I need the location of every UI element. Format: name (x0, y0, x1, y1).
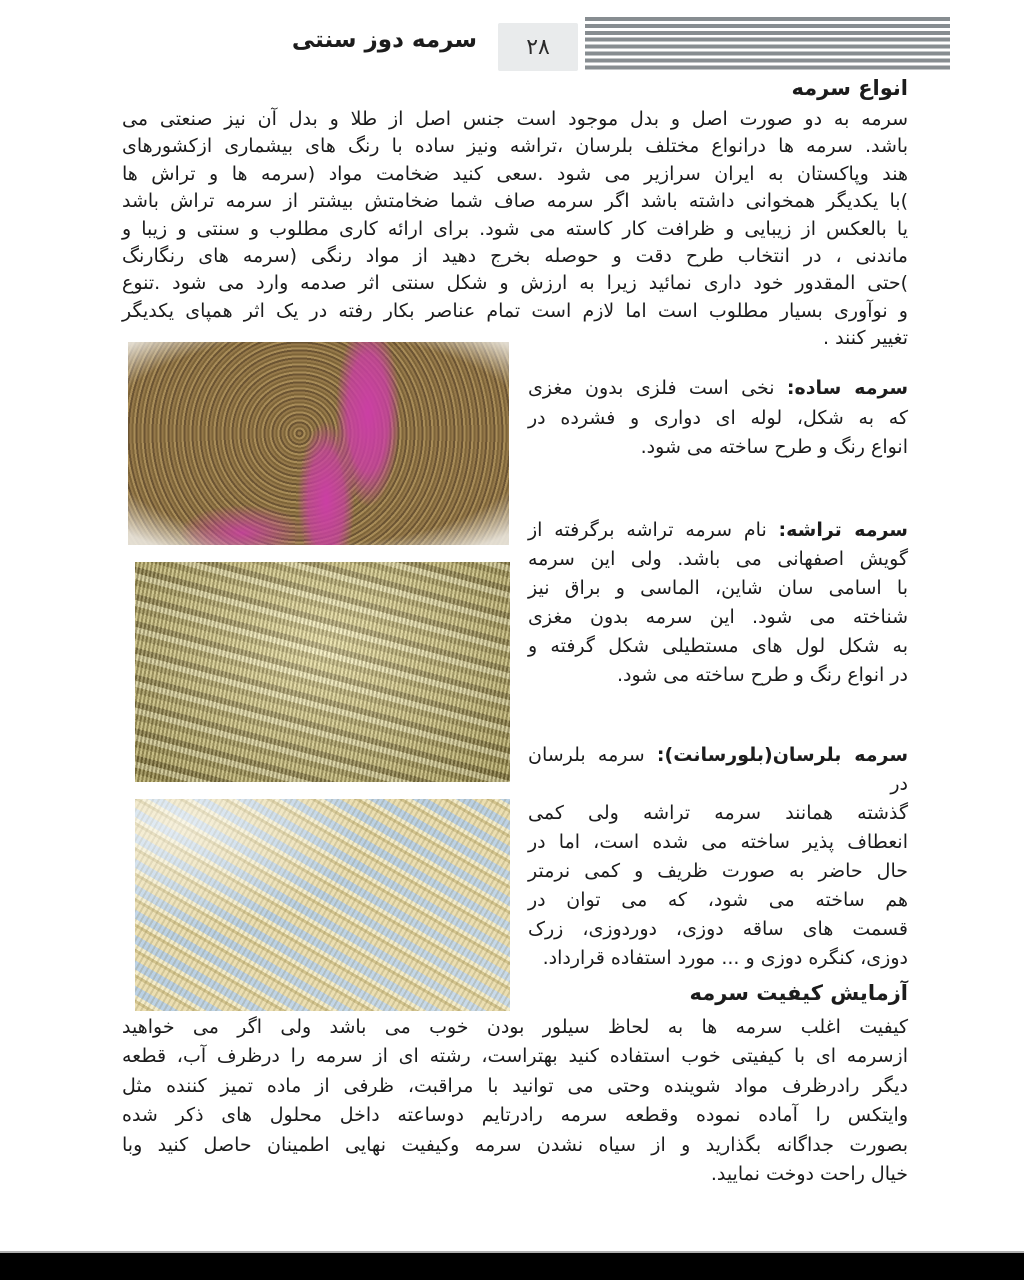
text-line: و نوآوری بسیار مطلوب است اما لازم است تمام عناصر بکار رفته در یک اثر همپای یکدیگر (122, 299, 908, 322)
text-line (528, 516, 908, 545)
text-line: وایتکس را آماده نموده وقطعه سرمه رادرتایم دوساعته داخل محلول های ذکر شده (122, 1104, 908, 1127)
text-line: یا بالعکس از زیبایی و ظرافت کار کاسته می شود. برای ارائه کاری مطلوب و سنتی و زیبا و (122, 217, 908, 240)
paragraph-sermeh-sadeh (528, 374, 908, 463)
book-title: سرمه دوز سنتی (291, 27, 477, 53)
text-line (528, 374, 908, 404)
header-stripes-decoration (585, 17, 950, 71)
term-sermeh-sadeh: سرمه ساده: (786, 377, 909, 399)
text-line: هم ساخته می شود، که می توان در (528, 889, 908, 911)
text-line: ازسرمه ای با کیفیتی خوب استفاده کنید بهتراست، رشته ای از سرمه را درظرف آب، قطعه (122, 1045, 908, 1068)
text-line: انعطاف پذیر ساخته می شده است، اما در (528, 831, 908, 853)
text-line: حال حاضر به صورت ظریف و کمی نرمتر (528, 860, 908, 882)
text-line (528, 741, 908, 799)
intro-paragraph (122, 106, 908, 353)
photo-bolorsan-sermeh-cords (135, 799, 510, 1011)
text-line: با اسامی سان شاین، الماسی و براق نیز (528, 577, 908, 599)
page-number: ۲۸ (526, 34, 550, 60)
text-line: شناخته می شود. این سرمه بدون مغزی (528, 606, 908, 628)
section-heading-types: انواع سرمه (791, 76, 908, 100)
text-line: )با یکدیگر همخوانی داشته باشد اگر سرمه صاف شما ضخامتش بیشتر از سرمه تراش باشد (122, 190, 908, 213)
photo-simple-sermeh-wire (128, 342, 509, 545)
text-line: گذشته همانند سرمه تراشه ولی کمی (528, 802, 908, 824)
text-line: به شکل لول های مستطیلی شکل گرفته و (528, 635, 908, 657)
photo-terasheh-sermeh-coils (135, 562, 510, 782)
text-line: قسمت های ساقه دوزی، دوردوزی، زرک (528, 918, 908, 940)
paragraph-sermeh-terasheh (528, 516, 908, 690)
text-line: دیگر رادرظرف مواد شوینده وحتی می توانید با مراقبت، ظرفی از ماده تمیز کننده مثل (122, 1074, 908, 1097)
quality-test-paragraph (122, 1013, 908, 1189)
section-heading-quality-test: آزمایش کیفیت سرمه (689, 981, 908, 1005)
term-sermeh-terasheh: سرمه تراشه: (778, 519, 908, 541)
page-number-badge (498, 23, 578, 71)
text-line: هند وپاکستان به ایران سرازیر می شود .سعی کنید ضخامت مواد (سرمه ها و تراش ها (122, 162, 908, 185)
text-line: خیال راحت دوخت نمایید. (710, 1163, 908, 1186)
text-line: تغییر کنند . (822, 327, 908, 350)
scan-edge-bar (0, 1251, 1024, 1280)
text-line: انواع رنگ و طرح ساخته می شود. (640, 436, 908, 458)
text-line: که به شکل، لوله ای دواری و فشرده در (528, 406, 908, 429)
text-line: باشد. سرمه ها درانواع مختلف بلرسان ،تراشه ونیز ساده با رنگ های بیشماری ازکشورهای (122, 135, 908, 158)
term-sermeh-bolorsan: سرمه بلرسان(بلورسانت): (656, 744, 909, 766)
text-line: ماندنی ، در انتخاب طرح دقت و حوصله بخرج دهید از مواد رنگی (سرمه های رنگارنگ (122, 245, 908, 268)
text-run: نخی است فلزی بدون مغزی (528, 377, 775, 399)
text-line: در انواع رنگ و طرح ساخته می شود. (616, 664, 908, 686)
text-line: بصورت جداگانه بگذارید و از سیاه نشدن سرمه وکیفیت نهایی اطمینان حاصل کنید وبا (122, 1133, 908, 1156)
text-line: کیفیت اغلب سرمه ها به لحاظ سیلور بودن خوب می باشد ولی اگر می خواهید (122, 1016, 908, 1038)
text-line: گویش اصفهانی می باشد. ولی این سرمه (528, 548, 908, 570)
paragraph-sermeh-bolorsan (528, 741, 908, 973)
text-run: نام سرمه تراشه برگرفته از (528, 519, 767, 541)
text-line: دوزی، کنگره دوزی و ... مورد استفاده قرارداد. (542, 947, 908, 969)
text-line: )حتی المقدور خود داری نمائید زیرا به ارزش و شکل سنتی اثر صدمه وارد می شود .تنوع (122, 272, 908, 295)
text-run: سرمه بلرسان در (528, 744, 908, 795)
text-line: سرمه به دو صورت اصل و بدل موجود است جنس اصل از طلا و بدل آن نیز صنعتی می (122, 108, 908, 130)
